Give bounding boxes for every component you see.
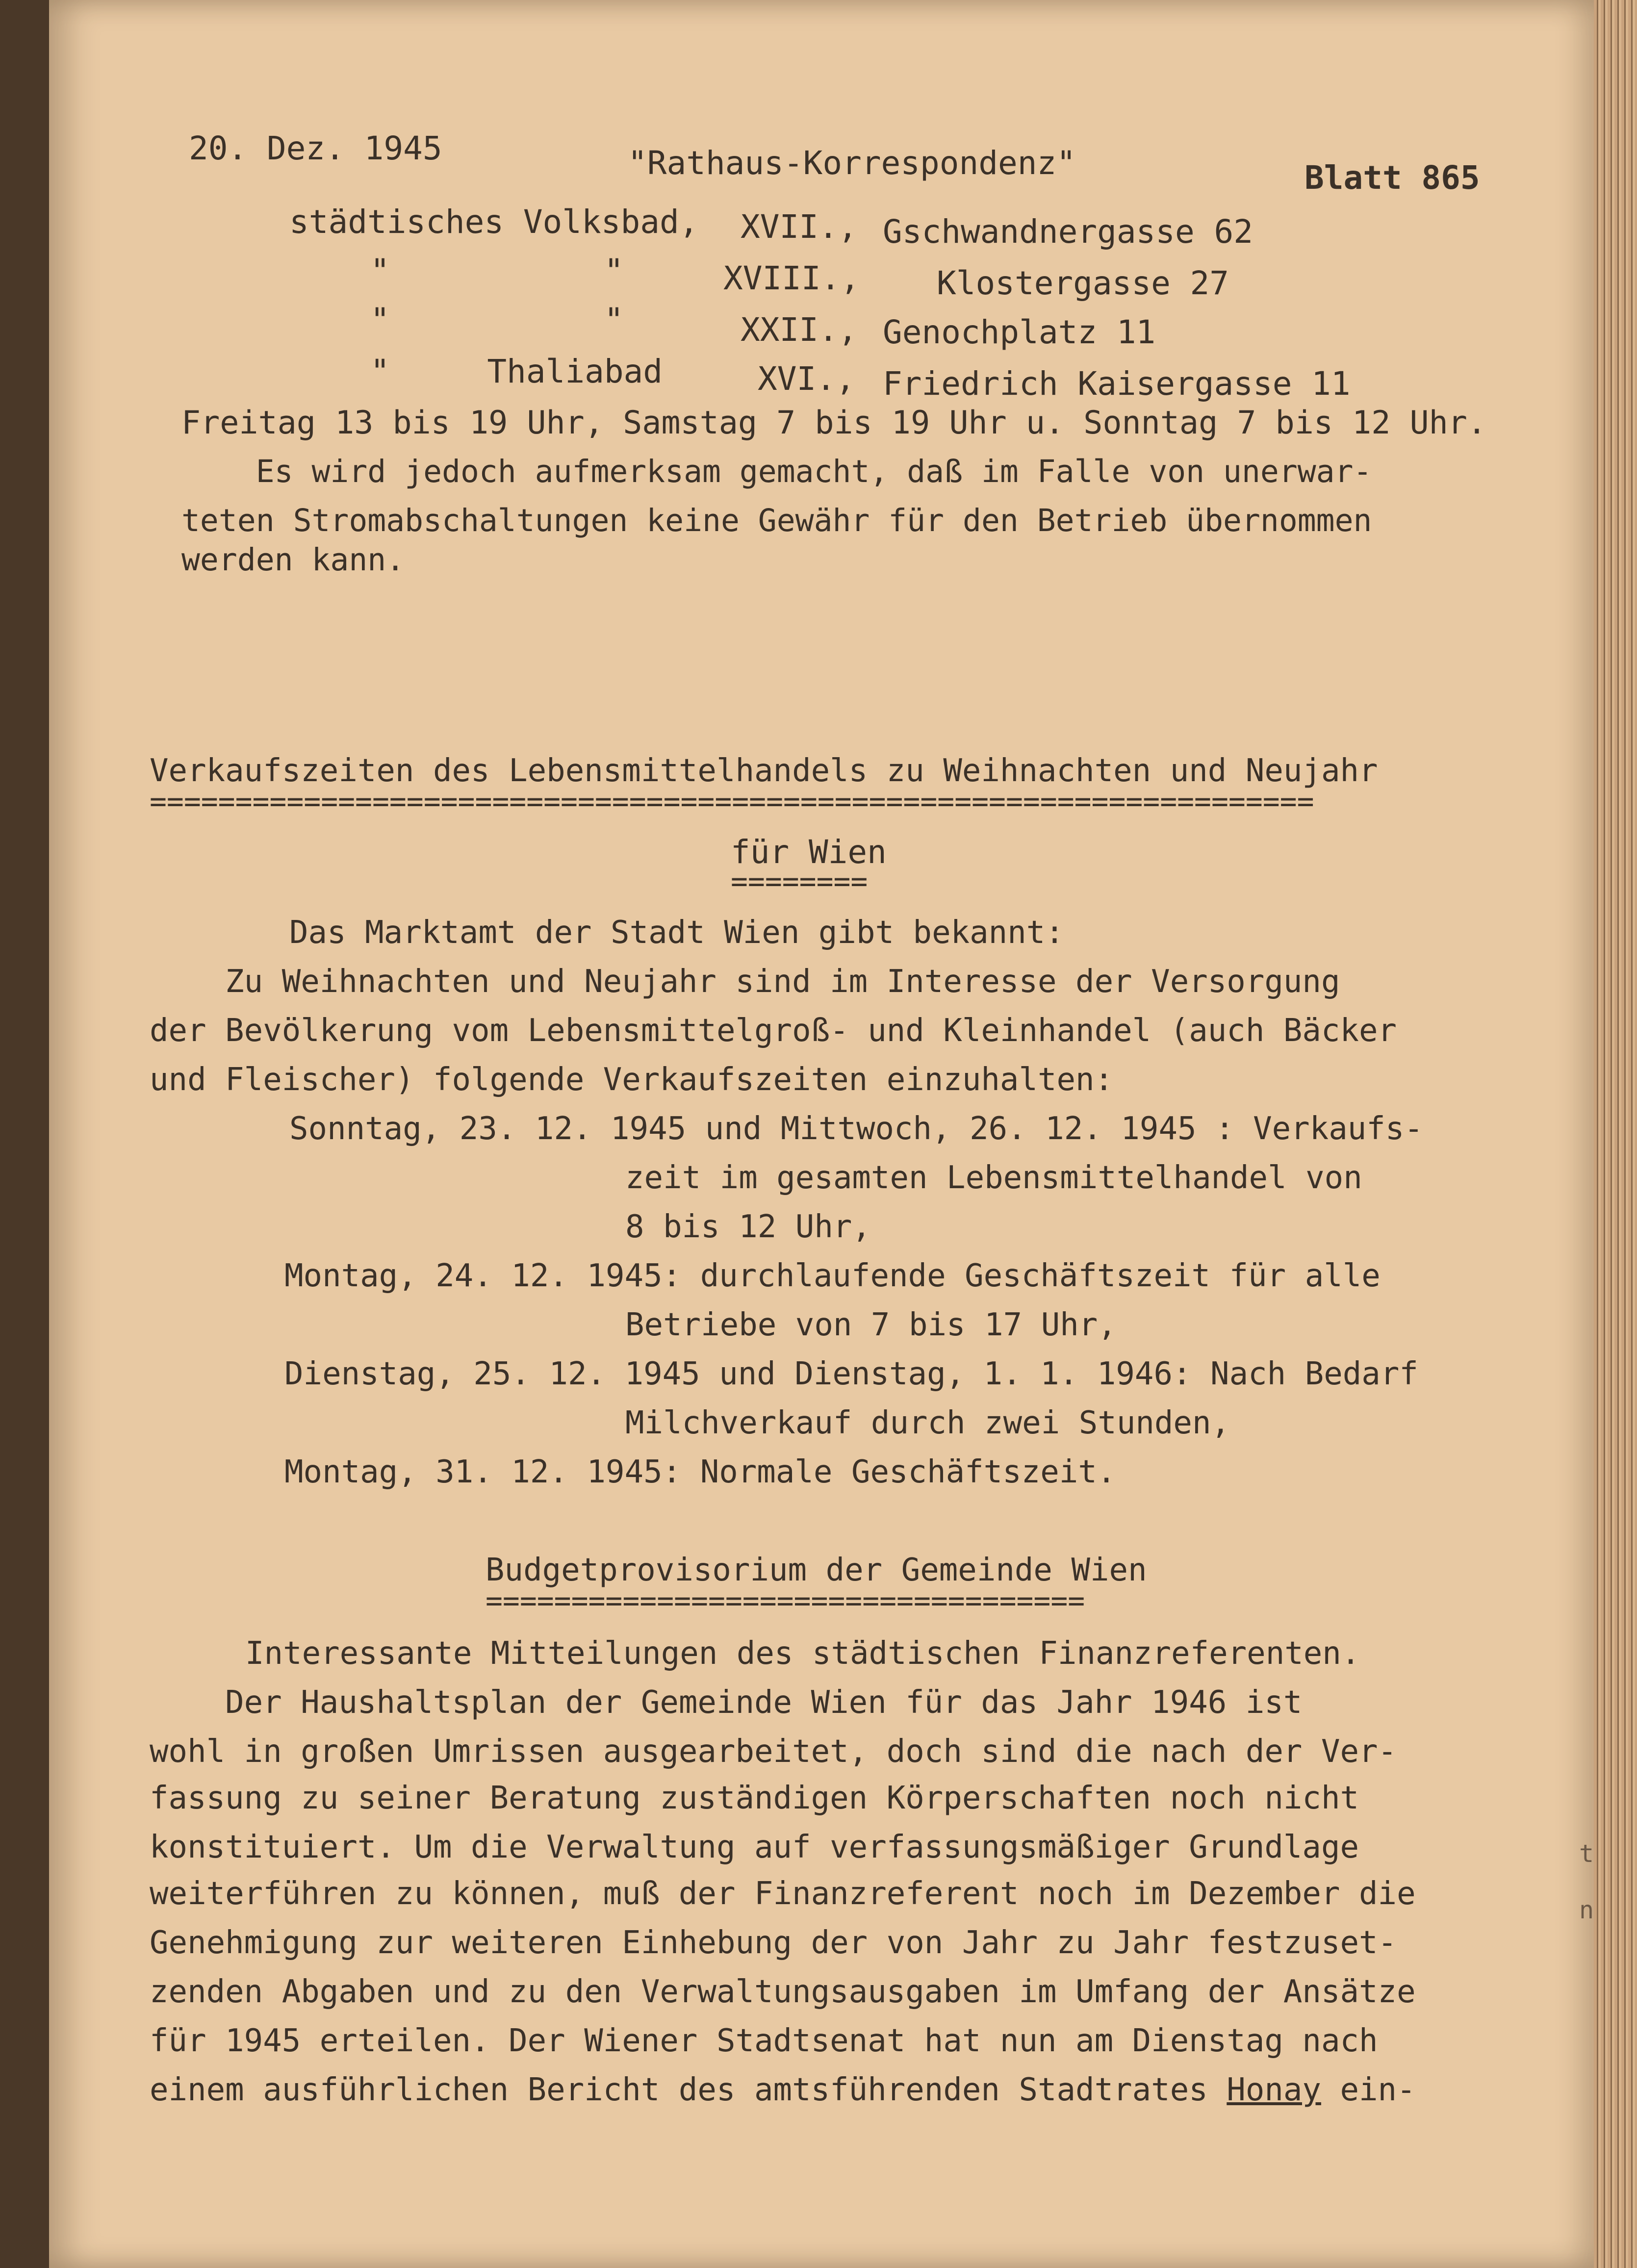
bath-hours: Freitag 13 bis 19 Uhr, Samstag 7 bis 19 Uhr u. Sonntag 7 bis 12 Uhr.	[181, 405, 1487, 441]
bath-address: Klostergasse 27	[937, 264, 1229, 302]
paragraph-line: fassung zu seiner Beratung zuständigen Körperschaften noch nicht	[150, 1780, 1359, 1816]
schedule-line: Montag, 24. 12. 1945: durchlaufende Geschäftszeit für alle	[284, 1258, 1381, 1294]
paragraph-line: konstituiert. Um die Verwaltung auf verfassungsmäßiger Grundlage	[150, 1829, 1359, 1865]
header-sheet: Blatt 865	[1304, 159, 1480, 197]
paragraph-line: und Fleischer) folgende Verkaufszeiten einzuhalten:	[150, 1062, 1114, 1098]
section-title: Verkaufszeiten des Lebensmittelhandels zu Weihnachten und Neujahr	[150, 753, 1378, 789]
schedule-line: Montag, 31. 12. 1945: Normale Geschäftszeit.	[284, 1454, 1116, 1490]
bath-name: " "	[370, 301, 624, 339]
section-title: Budgetprovisorium der Gemeinde Wien	[486, 1552, 1147, 1588]
bath-address: Gschwandnergasse 62	[883, 213, 1253, 251]
paragraph-line: Der Haushaltsplan der Gemeinde Wien für das Jahr 1946 ist	[150, 1684, 1303, 1721]
paragraph-line: weiterführen zu können, muß der Finanzreferent noch im Dezember die	[150, 1876, 1416, 1912]
bath-address: Genochplatz 11	[883, 313, 1156, 351]
page-edges	[1594, 0, 1637, 2268]
paragraph-line: zenden Abgaben und zu den Verwaltungsausgaben im Umfang der Ansätze	[150, 1974, 1416, 2010]
bath-note-line: Es wird jedoch aufmerksam gemacht, daß im Falle von unerwar-	[181, 454, 1372, 489]
schedule-line: Milchverkauf durch zwei Stunden,	[625, 1405, 1230, 1441]
bath-district: XXII.,	[741, 311, 858, 349]
bath-address: Friedrich Kaisergasse 11	[883, 365, 1351, 403]
bath-name: " "	[370, 252, 624, 290]
header-title: "Rathaus-Korrespondenz"	[628, 144, 1076, 182]
bath-district: XVI.,	[758, 360, 855, 398]
paragraph-line: der Bevölkerung vom Lebensmittelgroß- und Kleinhandel (auch Bäcker	[150, 1013, 1397, 1049]
paragraph-line: wohl in großen Umrissen ausgearbeitet, doch sind die nach der Ver-	[150, 1733, 1397, 1770]
header-date: 20. Dez. 1945	[189, 129, 442, 167]
section-subtitle: Interessante Mitteilungen des städtischen Finanzreferenten.	[245, 1635, 1360, 1672]
schedule-line: Betriebe von 7 bis 17 Uhr,	[625, 1307, 1117, 1343]
paragraph-line: für 1945 erteilen. Der Wiener Stadtsenat hat nun am Dienstag nach	[150, 2023, 1378, 2059]
paragraph-line: Zu Weihnachten und Neujahr sind im Interesse der Versorgung	[150, 964, 1340, 1000]
paragraph-line	[150, 2074, 1416, 2106]
section-rule: ====================================================================	[150, 785, 1314, 818]
paragraph-line: Das Marktamt der Stadt Wien gibt bekannt:	[289, 915, 1064, 951]
bath-name: " Thaliabad	[370, 353, 663, 390]
margin-mark: t	[1579, 1839, 1594, 1868]
schedule-line: Sonntag, 23. 12. 1945 und Mittwoch, 26. 12. 1945 : Verkaufs-	[289, 1111, 1423, 1147]
bath-note-line: teten Stromabschaltungen keine Gewähr für den Betrieb übernommen	[181, 503, 1372, 538]
paragraph-text: einem ausführlichen Bericht des amtsführenden Stadtrates	[150, 2072, 1227, 2108]
section-title: für Wien	[731, 833, 887, 871]
bath-district: XVIII.,	[723, 259, 860, 297]
paragraph-line: Genehmigung zur weiteren Einhebung der von Jahr zu Jahr festzuset-	[150, 1925, 1397, 1961]
margin-mark: n	[1579, 1896, 1594, 1924]
person-name: Honay	[1227, 2072, 1321, 2108]
schedule-line: 8 bis 12 Uhr,	[625, 1209, 871, 1245]
schedule-line: Dienstag, 25. 12. 1945 und Dienstag, 1. 1. 1946: Nach Bedarf	[284, 1356, 1418, 1392]
paragraph-text: ein-	[1321, 2072, 1416, 2108]
bath-name: städtisches Volksbad,	[289, 203, 699, 241]
book-gutter	[0, 0, 49, 2268]
section-rule: ===================================	[486, 1584, 1085, 1617]
schedule-line: zeit im gesamten Lebensmittelhandel von	[625, 1160, 1362, 1196]
bath-district: XVII.,	[741, 208, 858, 246]
bath-note-line: werden kann.	[181, 542, 405, 578]
section-rule: ========	[731, 865, 868, 898]
